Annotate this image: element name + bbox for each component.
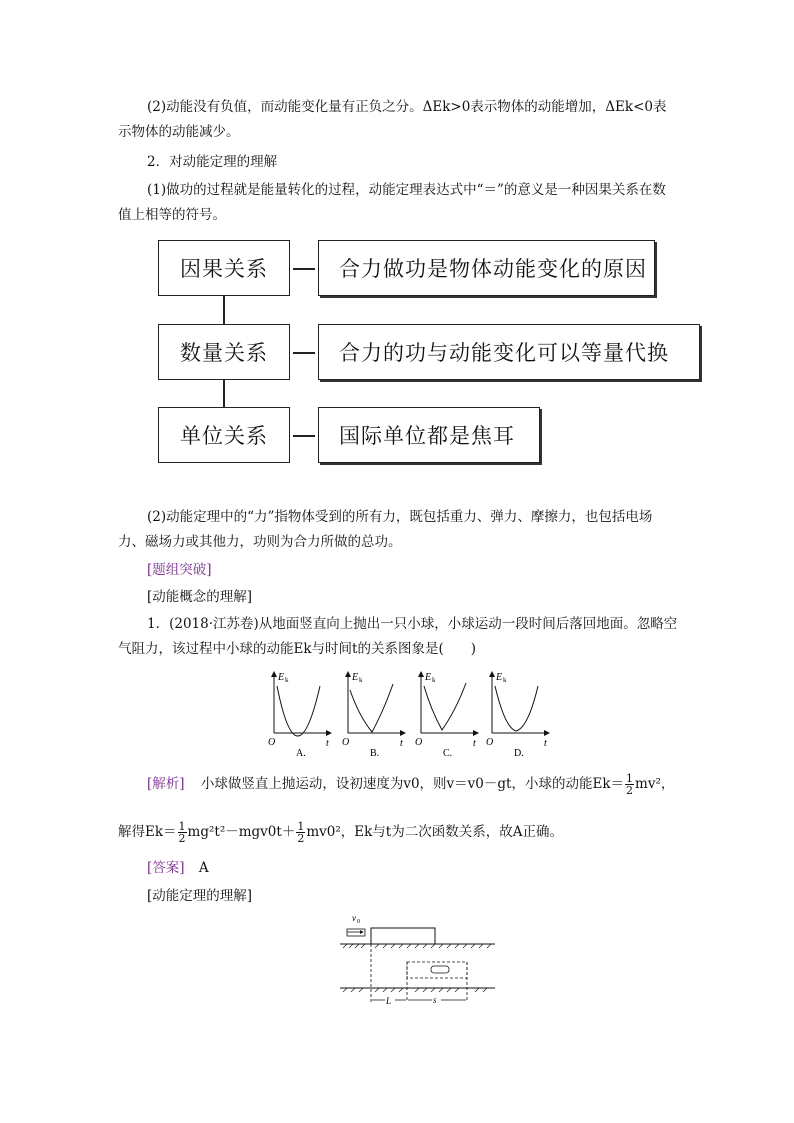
question-1: 1．(2018·江苏卷)从地面竖直向上抛出一只小球，小球运动一段时间后落回地面。忽略空气阻力，该过程中小球的动能Ek与时间t的关系图象是( ) <box>118 616 678 657</box>
answer-line <box>147 858 209 878</box>
diagram-connector <box>223 380 225 407</box>
axis-label-y-sub: k <box>503 676 507 684</box>
option-label-c: C. <box>443 748 453 759</box>
analysis-tag: [解析] <box>147 776 185 792</box>
graph-options <box>262 668 562 760</box>
distance-l-label: L <box>386 996 392 1006</box>
origin-label: O <box>415 737 423 748</box>
distance-s-label: s <box>433 995 437 1005</box>
analysis-text-2-end: mv0²，Ek与t为二次函数关系，故A正确。 <box>306 824 563 840</box>
option-label-d: D. <box>514 748 524 759</box>
axis-label-y-sub: k <box>285 676 289 684</box>
diagram-right-box-cause: 合力做功是物体动能变化的原因 <box>318 240 655 296</box>
analysis-text-2-mid: mg²t²－mgv0t＋ <box>187 824 296 840</box>
v0-label: v <box>352 913 356 923</box>
paragraph-kinetic-energy-sign: (2)动能没有负值，而动能变化量有正负之分。ΔEk>0表示物体的动能增加，ΔEk<0表示物体的动能减少。 <box>118 99 667 140</box>
axis-label-y: E <box>278 672 285 683</box>
small-block-start <box>347 929 365 936</box>
graph-c <box>415 672 478 759</box>
axis-label-x: t <box>473 738 476 749</box>
graph-a <box>268 672 331 759</box>
axis-label-x: t <box>400 738 403 749</box>
origin-label: O <box>268 737 276 748</box>
analysis-line-1 <box>147 773 674 796</box>
diagram-dash <box>293 268 315 270</box>
axis-label-x: t <box>326 738 329 749</box>
tag-breakthrough: [题组突破] <box>147 562 212 578</box>
diagram-dash <box>293 352 315 354</box>
diagram-right-box-quantity: 合力的功与动能变化可以等量代换 <box>318 324 700 380</box>
v0-label-sub: 0 <box>357 919 360 925</box>
analysis-text-1: 小球做竖直上抛运动，设初速度为v0，则v＝v0－gt，小球的动能Ek＝ <box>200 776 625 792</box>
option-label-b: B. <box>370 748 380 759</box>
paragraph-work-process: (1)做功的过程就是能量转化的过程，动能定理表达式中“＝”的意义是一种因果关系在数值上相等的符号。 <box>118 182 666 223</box>
fraction-half: $\frac{1}{2}$ <box>626 772 634 797</box>
analysis-line-2 <box>118 821 563 844</box>
origin-label: O <box>486 737 494 748</box>
origin-label: O <box>342 737 350 748</box>
graph-d <box>486 672 549 759</box>
axis-label-y: E <box>425 672 432 683</box>
tag-theorem: [动能定理的理解] <box>147 888 253 904</box>
diagram-right-box-unit: 国际单位都是焦耳 <box>318 407 540 463</box>
diagram-left-box-unit: 单位关系 <box>158 407 290 463</box>
analysis-text-1-end: mv²， <box>635 776 675 792</box>
axis-label-y-sub: k <box>432 676 436 684</box>
paragraph-force-meaning: (2)动能定理中的“力”指物体受到的所有力，既包括重力、弹力、摩擦力，也包括电场力、磁场力或其他力，功则为合力所做的总功。 <box>118 509 653 550</box>
analysis-text-2-start: 解得Ek＝ <box>118 824 177 840</box>
graph-b <box>342 672 405 759</box>
fraction-half: $\frac{1}{2}$ <box>178 820 186 845</box>
section-heading: 2．对动能定理的理解 <box>147 154 278 170</box>
diagram-left-box-cause: 因果关系 <box>158 240 290 296</box>
option-label-a: A. <box>296 748 306 759</box>
tag-concept: [动能概念的理解] <box>147 589 253 605</box>
diagram-connector <box>223 296 225 324</box>
block-board-figure <box>335 912 500 1010</box>
diagram-dash <box>293 435 315 437</box>
diagram-left-box-quantity: 数量关系 <box>158 324 290 380</box>
axis-label-x: t <box>544 738 547 749</box>
answer-value: A <box>198 860 209 876</box>
fraction-half: $\frac{1}{2}$ <box>297 820 305 845</box>
answer-tag: [答案] <box>147 860 185 876</box>
axis-label-y: E <box>352 672 359 683</box>
small-block-end <box>431 966 449 973</box>
axis-label-y: E <box>496 672 503 683</box>
axis-label-y-sub: k <box>359 676 363 684</box>
board-start <box>371 928 435 944</box>
